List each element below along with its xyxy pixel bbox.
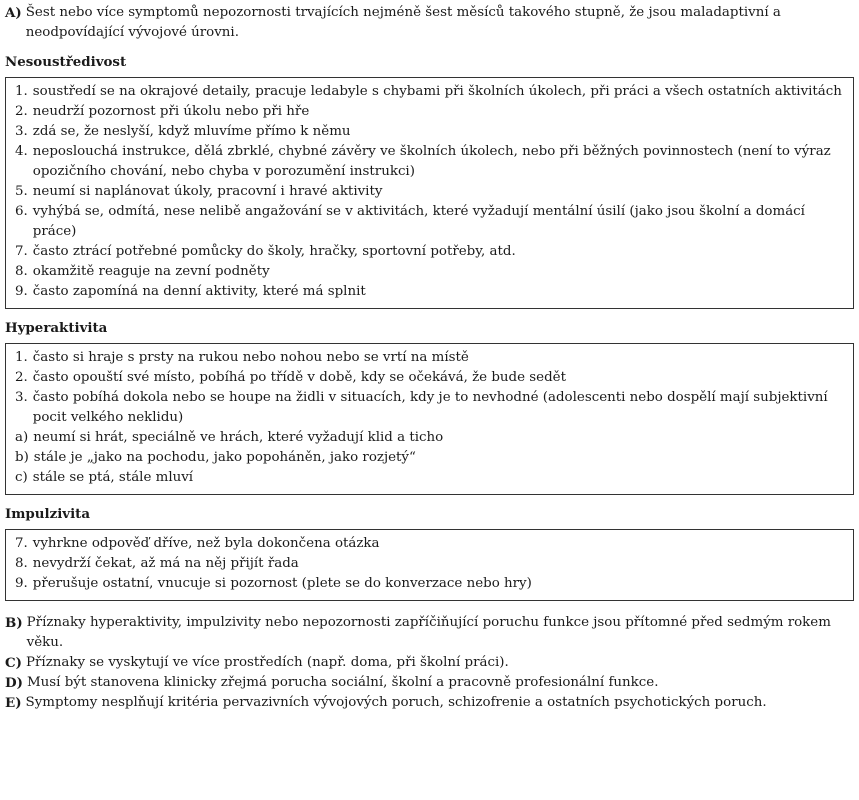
criterion-label: B) [5,615,23,631]
list-item [15,202,843,242]
item-number: c) [15,470,28,485]
list-item [15,182,843,202]
list-item [15,82,843,102]
item-number: 2. [15,370,28,385]
item-number: 8. [15,556,28,571]
list-item [15,388,843,428]
item-text: neumí si naplánovat úkoly, pracovní i hravé aktivity [32,184,383,199]
criterion-text: Příznaky hyperaktivity, impulzivity nebo nepozornosti zapříčiňující poruchu funkce jsou přítomné před sedmým rokem věku. [26,615,831,650]
criterion-label: C) [5,655,22,671]
item-text: neumí si hrát, speciálně ve hrách, které vyžadují klid a ticho [33,430,444,445]
criterion-label: E) [5,695,22,711]
item-number: 8. [15,264,28,279]
item-number: a) [15,430,29,445]
criterion-text: Příznaky se vyskytují ve více prostředích (např. doma, při školní práci). [26,655,509,670]
criterion-a [5,3,854,43]
list-item [15,348,843,368]
item-text: vyhrkne odpověď dříve, než byla dokončena otázka [32,536,380,551]
criterion-text: Musí být stanovena klinicky zřejmá porucha sociální, školní a pracovně profesionální funkce. [26,675,659,690]
list-item [15,574,843,594]
list-item [15,448,843,468]
item-number: 1. [15,350,28,365]
item-number: 5. [15,184,28,199]
list-item [15,368,843,388]
item-number: 9. [15,576,28,591]
section-heading-impulsivity: Impulzivita [5,506,91,522]
list-item [15,242,843,262]
list-item [15,262,843,282]
list-item [15,428,843,448]
item-text: často pobíhá dokola nebo se houpe na židli v situacích, kdy je to nevhodné (adolescenti nebo dospělí mají subjektivní pocit velkého neklidu) [32,390,828,425]
section-heading-hyperactivity: Hyperaktivita [5,320,108,336]
section-heading-inattention: Nesoustředivost [5,54,127,70]
criterion-e [5,693,854,713]
item-text: vyhýbá se, odmítá, nese nelibě angažování se v aktivitách, které vyžadují mentální úsilí (jako jsou školní a domácí práce) [32,204,805,239]
document-page [5,3,854,713]
section-box-hyperactivity [5,343,854,495]
item-text: často ztrácí potřebné pomůcky do školy, hračky, sportovní potřeby, atd. [32,244,516,259]
item-text: soustředí se na okrajové detaily, pracuje ledabyle s chybami při školních úkolech, při práci a všech ostatních aktivitách [32,84,842,99]
criterion-text: Symptomy nesplňují kritéria pervazivních vývojových poruch, schizofrenie a ostatních psychotických poruch. [25,695,767,710]
item-text: často opouští své místo, pobíhá po třídě v době, kdy se očekává, že bude sedět [32,370,566,385]
section-box-inattention [5,77,854,309]
item-text: stále se ptá, stále mluví [32,470,194,485]
list-item [15,282,843,302]
criteria-list [5,613,854,713]
criterion-label: D) [5,675,23,691]
criterion-label: A) [5,5,22,21]
criterion-d [5,673,854,693]
list-item [15,468,843,488]
item-text: zdá se, že neslyší, když mluvíme přímo k němu [32,124,351,139]
item-text: často si hraje s prsty na rukou nebo nohou nebo se vrtí na místě [32,350,469,365]
item-text: neposlouchá instrukce, dělá zbrklé, chybné závěry ve školních úkolech, nebo při běžných povinnostech (není to výraz opozičního chování, nebo chyba v porozumění instrukci) [32,144,831,179]
item-number: 9. [15,284,28,299]
criterion-text: Šest nebo více symptomů nepozornosti trvajících nejméně šest měsíců takového stupně, že jsou maladaptivní a neodpovídající vývojové úrovni. [25,5,781,40]
item-number: 3. [15,124,28,139]
item-number: 1. [15,84,28,99]
item-text: často zapomíná na denní aktivity, které má splnit [32,284,366,299]
list-item [15,122,843,142]
item-number: 7. [15,244,28,259]
item-number: 7. [15,536,28,551]
section-box-impulsivity [5,529,854,601]
list-item [15,554,843,574]
item-number: 6. [15,204,28,219]
item-text: stále je „jako na pochodu, jako popoháněn, jako rozjetý“ [33,450,416,465]
item-text: přerušuje ostatní, vnucuje si pozornost (plete se do konverzace nebo hry) [32,576,532,591]
criterion-b [5,613,854,653]
item-number: 2. [15,104,28,119]
list-item [15,102,843,122]
list-item [15,142,843,182]
item-number: b) [15,450,29,465]
item-text: okamžitě reaguje na zevní podněty [32,264,270,279]
item-text: nevydrží čekat, až má na něj přijít řada [32,556,299,571]
item-number: 3. [15,390,28,405]
list-item [15,534,843,554]
item-number: 4. [15,144,28,159]
item-text: neudrží pozornost při úkolu nebo při hře [32,104,310,119]
criterion-c [5,653,854,673]
